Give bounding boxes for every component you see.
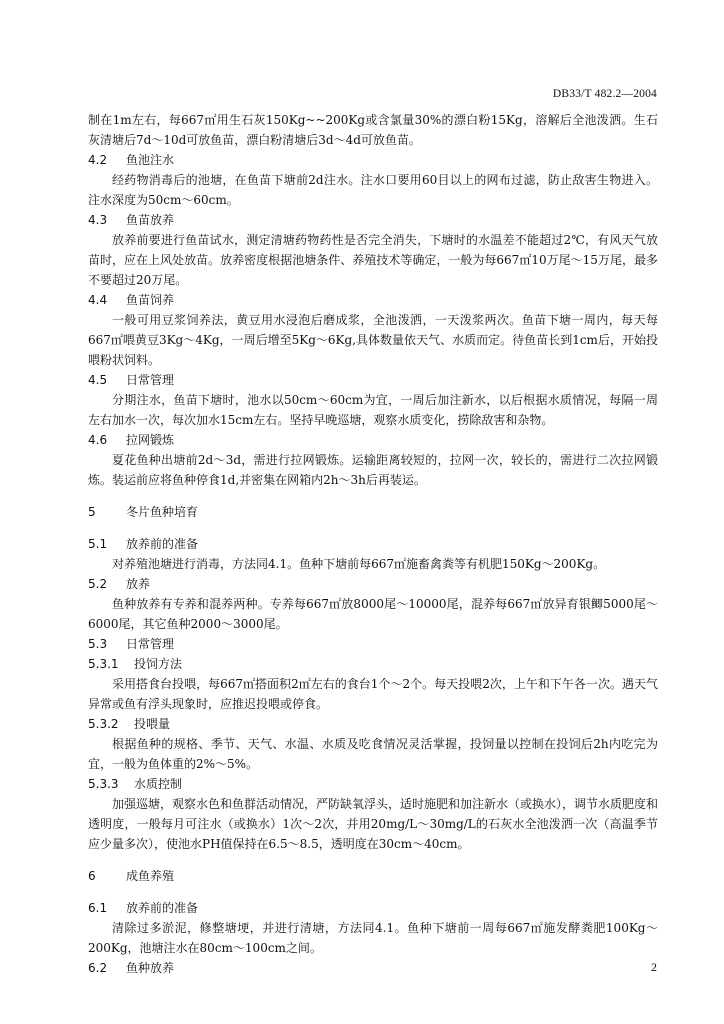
section-number: 6.1 [88, 901, 108, 915]
section-title: 投喂量 [134, 717, 171, 731]
section-heading [88, 574, 658, 594]
section-number: 4.3 [88, 213, 108, 227]
section-title: 鱼苗放养 [126, 213, 175, 227]
document-body [88, 110, 658, 978]
section-title: 拉网锻炼 [126, 433, 175, 447]
section-number: 4.5 [88, 373, 108, 387]
paragraph: 清除过多淤泥，修整塘埂，并进行清塘，方法同4.1。鱼种下塘前一周每667㎡施发酵粪肥100Kg～200Kg，池塘注水在80cm～100cm之间。 [88, 921, 658, 955]
section-title: 日常管理 [126, 637, 175, 651]
section-title: 鱼池注水 [126, 153, 175, 167]
paragraph: 一般可用豆浆饲养法，黄豆用水浸泡后磨成浆，全池泼洒，一天泼浆两次。鱼苗下塘一周内，每天每667㎡喂黄豆3Kg～4Kg，一周后增至5Kg～6Kg,具体数量依天气、水质而定。待鱼苗长到1cm后，开始投喂粉状饲料。 [88, 313, 658, 367]
paragraph: 采用搭食台投喂，每667㎡搭面积2㎡左右的食台1个～2个。每天投喂2次，上午和下午各一次。遇天气异常或鱼有浮头现象时，应推迟投喂或停食。 [88, 677, 658, 711]
section-title: 成鱼养殖 [126, 869, 175, 883]
section-heading [88, 634, 658, 654]
section-title: 鱼种放养 [126, 961, 175, 975]
section-heading [88, 430, 658, 450]
section-title: 日常管理 [126, 373, 175, 387]
section-title: 放养前的准备 [126, 901, 199, 915]
paragraph: 根据鱼种的规格、季节、天气、水温、水质及吃食情况灵活掌握，投饲量以控制在投饲后2h内吃完为宜，一般为鱼体重的2%～5%。 [88, 737, 658, 771]
paragraph: 放养前要进行鱼苗试水，测定清塘药物药性是否完全消失，下塘时的水温差不能超过2℃，有风天气放苗时，应在上风处放苗。放养密度根据池塘条件、养殖技术等确定，一般为每667㎡10万尾～15万尾，最多不要超过20万尾。 [88, 233, 658, 287]
section-title: 投饲方法 [134, 657, 183, 671]
section-number: 5.2 [88, 577, 108, 591]
paragraph: 鱼种放养有专养和混养两种。专养每667㎡放8000尾～10000尾，混养每667㎡放异育银鲫5000尾～6000尾，其它鱼种2000～3000尾。 [88, 597, 658, 631]
section-number: 5.3.2 [88, 717, 119, 731]
section-heading [88, 866, 658, 886]
section-heading [88, 502, 658, 522]
section-heading [88, 534, 658, 554]
paragraph: 对养殖池塘进行消毒，方法同4.1。鱼种下塘前每667㎡施畜禽粪等有机肥150Kg～200Kg。 [112, 557, 606, 571]
section-heading [88, 150, 658, 170]
section-heading [88, 774, 658, 794]
section-heading [88, 898, 658, 918]
paragraph: 分期注水，鱼苗下塘时，池水以50cm～60cm为宜，一周后加注新水，以后根据水质情况，每隔一周左右加水一次，每次加水15cm左右。坚持早晚巡塘，观察水质变化，捞除敌害和杂物。 [88, 393, 658, 427]
section-number: 6 [88, 869, 96, 883]
section-title: 冬片鱼种培育 [126, 505, 199, 519]
section-number: 4.4 [88, 293, 108, 307]
section-title: 水质控制 [134, 777, 183, 791]
section-heading [88, 714, 658, 734]
section-number: 5.1 [88, 537, 108, 551]
section-title: 鱼苗饲养 [126, 293, 175, 307]
section-heading [88, 210, 658, 230]
section-number: 5.3 [88, 637, 108, 651]
section-title: 放养前的准备 [126, 537, 199, 551]
section-heading [88, 654, 658, 674]
section-number: 5 [88, 505, 96, 519]
section-number: 4.2 [88, 153, 108, 167]
section-number: 5.3.1 [88, 657, 119, 671]
section-number: 5.3.3 [88, 777, 119, 791]
page-number: 2 [651, 960, 657, 974]
section-heading [88, 290, 658, 310]
paragraph: 经药物消毒后的池塘，在鱼苗下塘前2d注水。注水口要用60目以上的网布过滤，防止敌害生物进入。注水深度为50cm～60cm。 [88, 173, 658, 207]
section-number: 4.6 [88, 433, 108, 447]
paragraph: 制在1m左右，每667㎡用生石灰150Kg~~200Kg或含氯量30%的漂白粉15Kg，溶解后全池泼洒。生石灰清塘后7d～10d可放鱼苗，漂白粉清塘后3d～4d可放鱼苗。 [88, 113, 658, 147]
paragraph: 加强巡塘，观察水色和鱼群活动情况，严防缺氧浮头，适时施肥和加注新水（或换水），调节水质肥度和透明度，一般每月可注水（或换水）1次～2次，并用20mg/L～30mg/L的石灰水全池泼洒一次（高温季节应少量多次），使池水PH值保持在6.5～8.5，透明度在30cm～40cm。 [88, 797, 659, 851]
paragraph: 夏花鱼种出塘前2d～3d，需进行拉网锻炼。运输距离较短的，拉网一次，较长的，需进行二次拉网锻炼。装运前应将鱼种停食1d,并密集在网箱内2h～3h后再装运。 [88, 453, 658, 487]
section-title: 放养 [126, 577, 151, 591]
section-heading [88, 370, 658, 390]
section-heading [88, 958, 658, 978]
standard-code: DB33/T 482.2—2004 [552, 88, 657, 100]
section-number: 6.2 [88, 961, 108, 975]
